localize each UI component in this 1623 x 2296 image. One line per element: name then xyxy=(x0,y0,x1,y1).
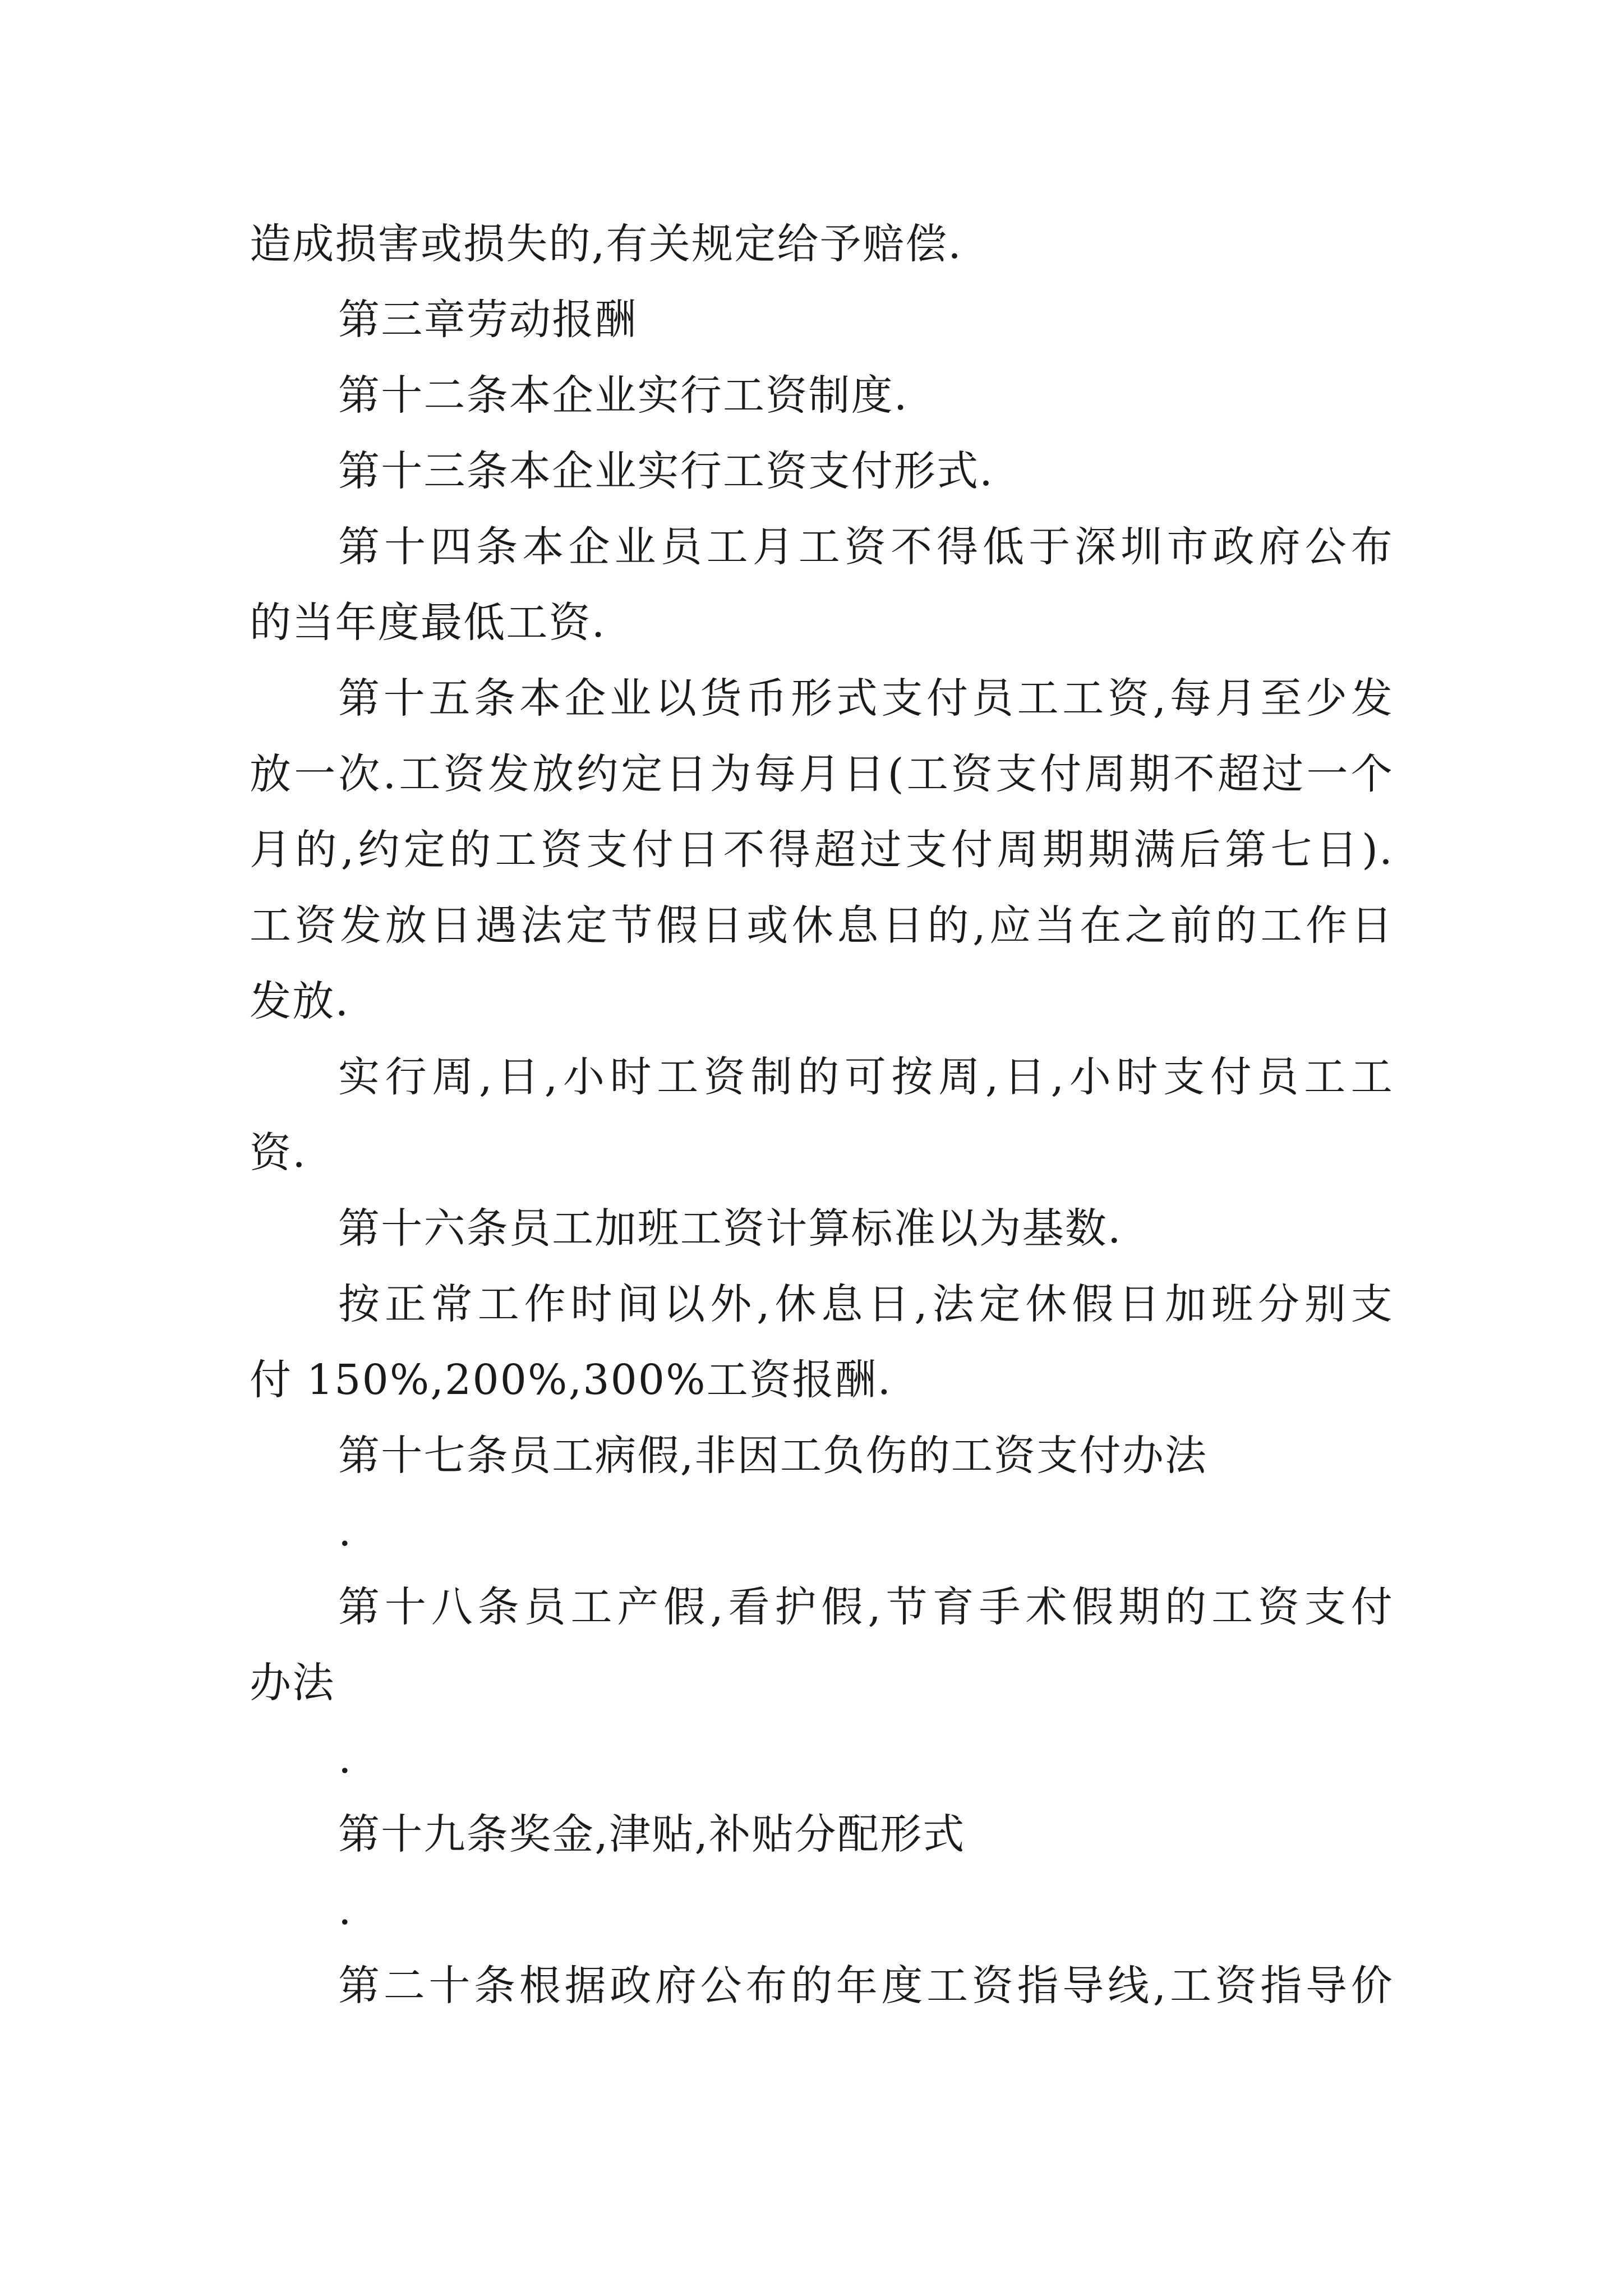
text-line: 放一次.工资发放约定日为每月日(工资支付周期不超过一个 xyxy=(250,750,1394,798)
text-line: 发放. xyxy=(250,977,350,1025)
text-line: 第十九条奖金,津贴,补贴分配形式 xyxy=(338,1810,966,1858)
text-line: 按正常工作时间以外,休息日,法定休假日加班分别支 xyxy=(338,1280,1394,1328)
text-line: 实行周,日,小时工资制的可按周,日,小时支付员工工 xyxy=(338,1053,1394,1101)
text-line: 第十七条员工病假,非因工负伤的工资支付办法 xyxy=(338,1432,1208,1480)
text-line: 第十四条本企业员工月工资不得低于深圳市政府公布 xyxy=(338,523,1394,571)
text-line: 第十三条本企业实行工资支付形式. xyxy=(338,447,994,495)
text-line: 造成损害或损失的,有关规定给予赔偿. xyxy=(250,220,963,268)
text-line: 第二十条根据政府公布的年度工资指导线,工资指导价 xyxy=(338,1962,1394,2010)
text-line: 的当年度最低工资. xyxy=(250,599,606,647)
text-line: . xyxy=(338,1507,353,1556)
text-line: 月的,约定的工资支付日不得超过支付周期期满后第七日). xyxy=(250,826,1394,874)
text-line: 付 150%,200%,300%工资报酬. xyxy=(250,1356,892,1404)
text-line: . xyxy=(338,1886,353,1934)
text-line: 第十五条本企业以货币形式支付员工工资,每月至少发 xyxy=(338,674,1394,723)
text-line: . xyxy=(338,1734,353,1783)
text-line: 资. xyxy=(250,1129,307,1177)
text-line: 第十八条员工产假,看护假,节育手术假期的工资支付 xyxy=(338,1583,1394,1631)
chapter-heading: 第三章劳动报酬 xyxy=(338,296,638,344)
text-line: 第十二条本企业实行工资制度. xyxy=(338,371,909,420)
text-line: 工资发放日遇法定节假日或休息日的,应当在之前的工作日 xyxy=(250,901,1394,950)
text-line: 第十六条员工加班工资计算标准以为基数. xyxy=(338,1204,1122,1253)
text-line: 办法 xyxy=(250,1659,335,1707)
